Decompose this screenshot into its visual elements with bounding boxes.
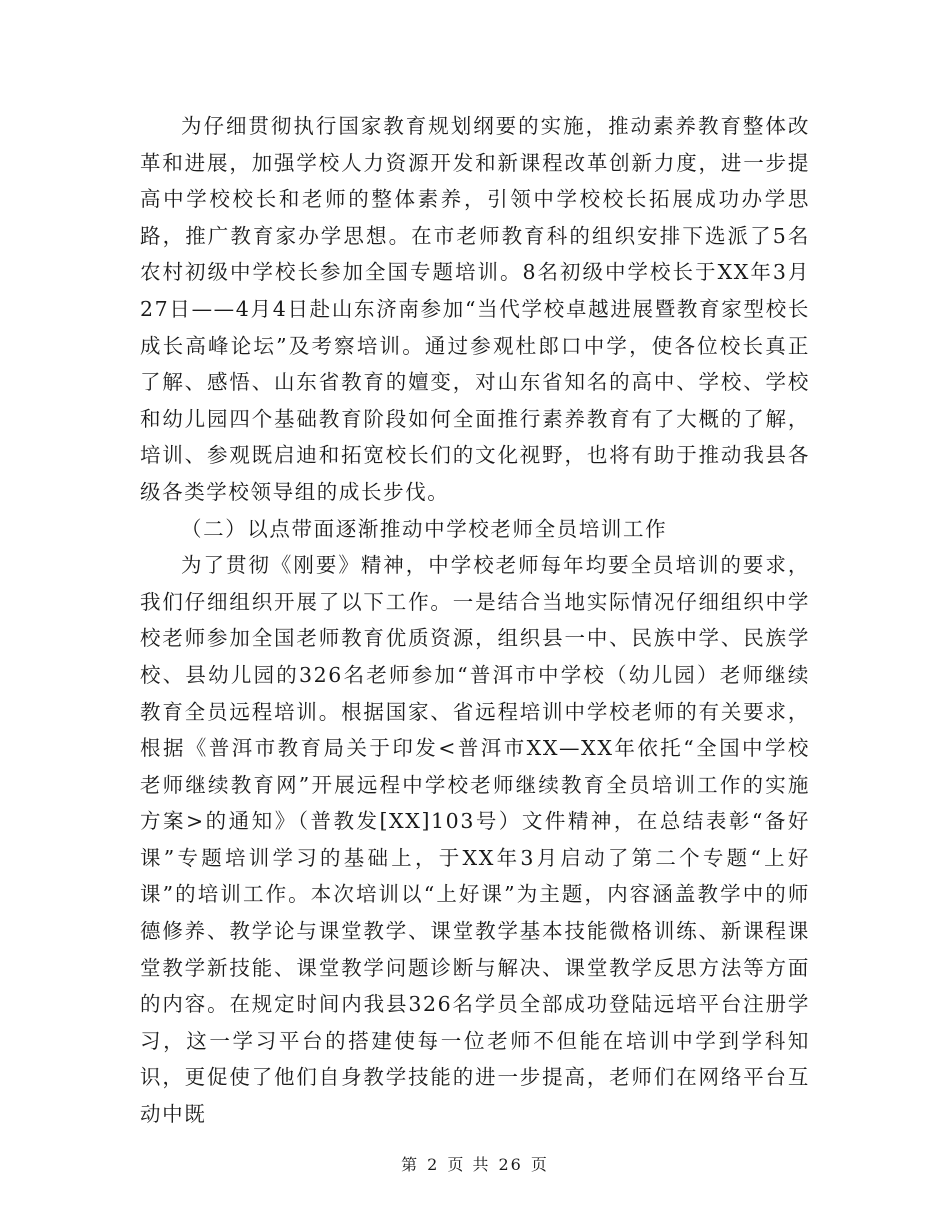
page-footer xyxy=(0,1152,950,1175)
footer-middle: 页 共 xyxy=(447,1155,491,1174)
footer-suffix: 页 xyxy=(530,1155,549,1174)
footer-prefix: 第 xyxy=(401,1155,420,1174)
paragraph-principal-training: 为仔细贯彻执行国家教育规划纲要的实施，推动素养教育整体改革和进展，加强学校人力资源开发和新课程改革创新力度，进一步提高中学校校长和老师的整体素养，引领中学校校长拓展成功办学思路，推广教育家办学思想。在市老师教育科的组织安排下选派了5名农村初级中学校长参加全国专题培训。8名初级中学校长于XX年3月27日——4月4日赴山东济南参加“当代学校卓越进展暨教育家型校长成长高峰论坛”及考察培训。通过参观杜郎口中学，使各位校长真正了解、感悟、山东省教育的嬗变，对山东省知名的高中、学校、学校和幼儿园四个基础教育阶段如何全面推行素养教育有了大概的了解，培训、参观既启迪和拓宽校长们的文化视野，也将有助于推动我县各级各类学校领导组的成长步伐。 xyxy=(140,114,810,504)
footer-total-pages: 26 xyxy=(498,1155,523,1174)
paragraph-teacher-training: 为了贯彻《刚要》精神，中学校老师每年均要全员培训的要求，我们仔细组织开展了以下工作。一是结合当地实际情况仔细组织中学校老师参加全国老师教育优质资源，组织县一中、民族中学、民族学校、县幼儿园的326名老师参加“普洱市中学校（幼儿园）老师继续教育全员远程培训。根据国家、省远程培训中学校老师的有关要求，根据《普洱市教育局关于印发<普洱市XX—XX年依托“全国中学校老师继续教育网”开展远程中学校老师继续教育全员培训工作的实施方案>的通知》（普教发[XX]103号）文件精神，在总结表彰“备好课”专题培训学习的基础上，于XX年3月启动了第二个专题“上好课”的培训工作。本次培训以“上好课”为主题，内容涵盖教学中的师德修养、教学论与课堂教学、课堂教学基本技能微格训练、新课程课堂教学新技能、课堂教学问题诊断与解决、课堂教学反思方法等方面的内容。在规定时间内我县326名学员全部成功登陆远培平台注册学习，这一学习平台的搭建使每一位老师不但能在培训中学到学科知识，更促使了他们自身教学技能的进一步提高，老师们在网络平台互动中既 xyxy=(140,553,810,1127)
footer-page-number: 2 xyxy=(427,1155,440,1174)
document-body xyxy=(140,108,810,1133)
section-heading: （二）以点带面逐渐推动中学校老师全员培训工作 xyxy=(181,516,668,541)
